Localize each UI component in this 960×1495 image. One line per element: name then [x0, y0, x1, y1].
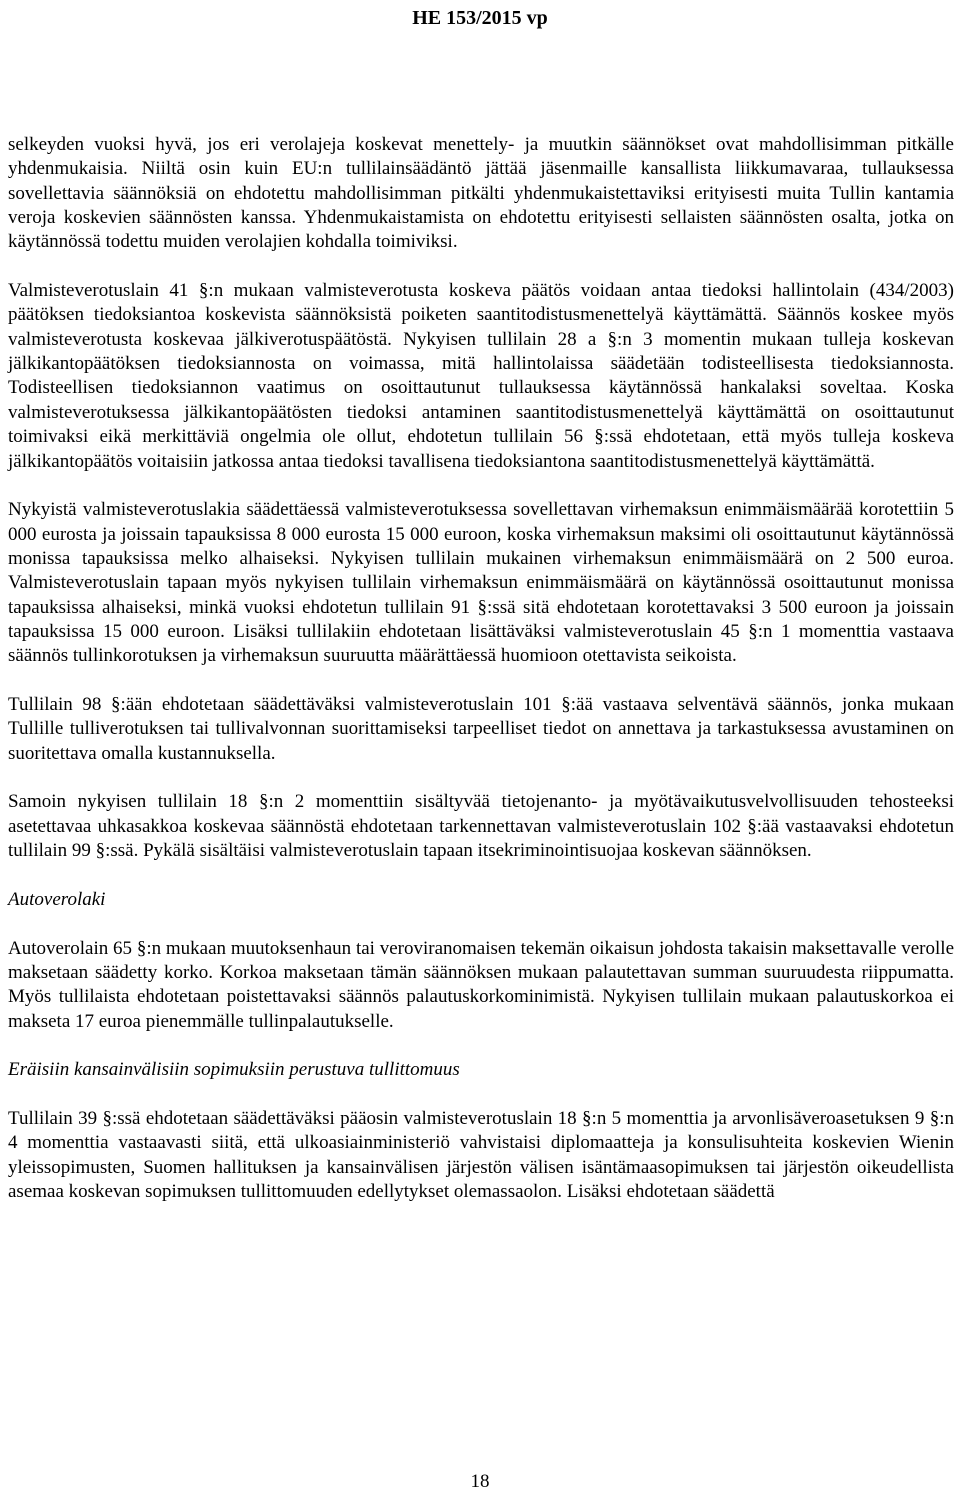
section-heading-tullittomuus: Eräisiin kansainvälisiin sopimuksiin perustuva tullittomuus [8, 1059, 460, 1081]
section-heading-autoverolaki: Autoverolaki [8, 888, 106, 910]
paragraph: Tullilain 98 §:ään ehdotetaan säädettäväksi valmisteverotuslain 101 §:ää vastaava selventävä säännös, jonka mukaan Tullille tulliverotuksen tai tullivalvonnan suorittamiseksi tarpeelliset tiedot on annettava ja tarkastuksessa avustaminen on suoritettava omalla kustannuksella. [8, 694, 954, 764]
paragraph: Samoin nykyisen tullilain 18 §:n 2 momenttiin sisältyvää tietojenanto- ja myötävaikutusvelvollisuuden tehosteeksi asetettavaa uhkasakkoa koskevaa säännöstä ehdotetaan tarkennettavan valmisteverotuslain 102 §:ää vastaavaksi ehdotetun tullilain 99 §:ssä. Pykälä sisältäisi valmisteverotuslain tapaan itsekriminointisuojaa koskevan säännöksen. [8, 791, 954, 862]
document-body [8, 133, 954, 1229]
paragraph: Valmisteverotuslain 41 §:n mukaan valmisteverotusta koskeva päätös voidaan antaa tiedoksi hallintolain (434/2003) päätöksen tiedoksiantoa koskevista säännöksistä poiketen saantitodistusmenettelyä käyttämättä. Säännös koskee myös valmisteverotusta koskevaa jälkiverotuspäätöstä. Nykyisen tullilain 28 a §:n 3 momentin mukaan tulleja koskevan jälkikantopäätöksen tiedoksiannosta on voimassa, mitä hallintolaissa säädetään todisteellisesta tiedoksiannosta. Todisteellisen tiedoksiannon vaatimus on osoittautunut tullauksessa käytännössä hankalaksi soveltaa. Koska valmisteverotuksessa jälkikantopäätösten tiedoksi antaminen saantitodistusmenettelyä käyttämättä on osoittautunut toimivaksi eikä merkittäviä ongelmia ole ollut, ehdotetun tullilain 56 §:ssä ehdotetaan, että myös tulleja koskeva jälkikantopäätös voitaisiin jatkossa antaa tiedoksi tavallisena tiedoksiantona saantitodistusmenettelyä käyttämättä. [8, 280, 954, 472]
paragraph: Nykyistä valmisteverotuslakia säädettäessä valmisteverotuksessa sovellettavan virhemaksun enimmäismäärää korotettiin 5 000 eurosta ja joissain tapauksissa 8 000 eurosta 15 000 euroon, koska virhemaksun maksimi oli osoittautunut käytännössä monissa tapauksissa melko alhaiseksi. Nykyisen tullilain mukainen virhemaksun enimmäismäärä on 2 500 euroa. Valmisteverotuslain tapaan myös nykyisen tullilain virhemaksun enimmäismäärä on käytännössä osoittautunut monissa tapauksissa alhaiseksi, minkä vuoksi ehdotetun tullilain 91 §:ssä sitä ehdotetaan korotettavaksi 3 500 euroon ja joissain tapauksissa 15 000 euroon. Lisäksi tullilakiin ehdotetaan lisättäväksi valmisteverotuslain 45 §:n 1 momenttia vastaava säännös tullinkorotuksen ja virhemaksun suuruutta määrättäessä huomioon otettavista seikoista. [8, 499, 954, 667]
paragraph: Tullilain 39 §:ssä ehdotetaan säädettäväksi pääosin valmisteverotuslain 18 §:n 5 momenttia ja arvonlisäveroasetuksen 9 §:n 4 momenttia vastaavasti siitä, että ulkoasiainministeriö vahvistaisi diplomaatteja ja konsulisuhteita koskevien Wienin yleissopimusten, Suomen hallituksen ja kansainvälisen järjestön välisen isäntämaasopimuksen tai järjestön oikeudellista asemaa koskevan sopimuksen tullittomuuden edellytykset olemassaolon. Lisäksi ehdotetaan säädettä [8, 1108, 954, 1203]
document-id-header: HE 153/2015 vp [412, 7, 548, 29]
paragraph: selkeyden vuoksi hyvä, jos eri verolajeja koskevat menettely- ja muutkin säännökset ovat mahdollisimman pitkälle yhdenmukaisia. Niiltä osin kuin EU:n tullilainsäädäntö jättää jäsenmaille kansallista liikkumavaraa, tullauksessa sovellettavia säännöksiä on ehdotettu mahdollisimman pitkälti yhdenmukaistettaviksi erityisesti muita Tullin kantamia veroja koskevien säännösten kanssa. Yhdenmukaistamista on ehdotettu erityisesti sellaisten säännösten osalta, jotka on käytännössä todettu muiden verolajien kohdalla toimiviksi. [8, 134, 954, 253]
page-number: 18 [470, 1471, 490, 1492]
paragraph: Autoverolain 65 §:n mukaan muutoksenhaun tai veroviranomaisen tekemän oikaisun johdosta takaisin maksettavalle verolle maksetaan säädetty korko. Korkoa maksetaan tämän säännöksen mukaan palautettavan summan suuruudesta riippumatta. Myös tullilaista ehdotetaan poistettavaksi säännös palautuskorkominimistä. Nykyisen tullilain mukaan palautuskorkoa ei makseta 17 euroa pienemmälle tullinpalautukselle. [8, 937, 954, 1032]
